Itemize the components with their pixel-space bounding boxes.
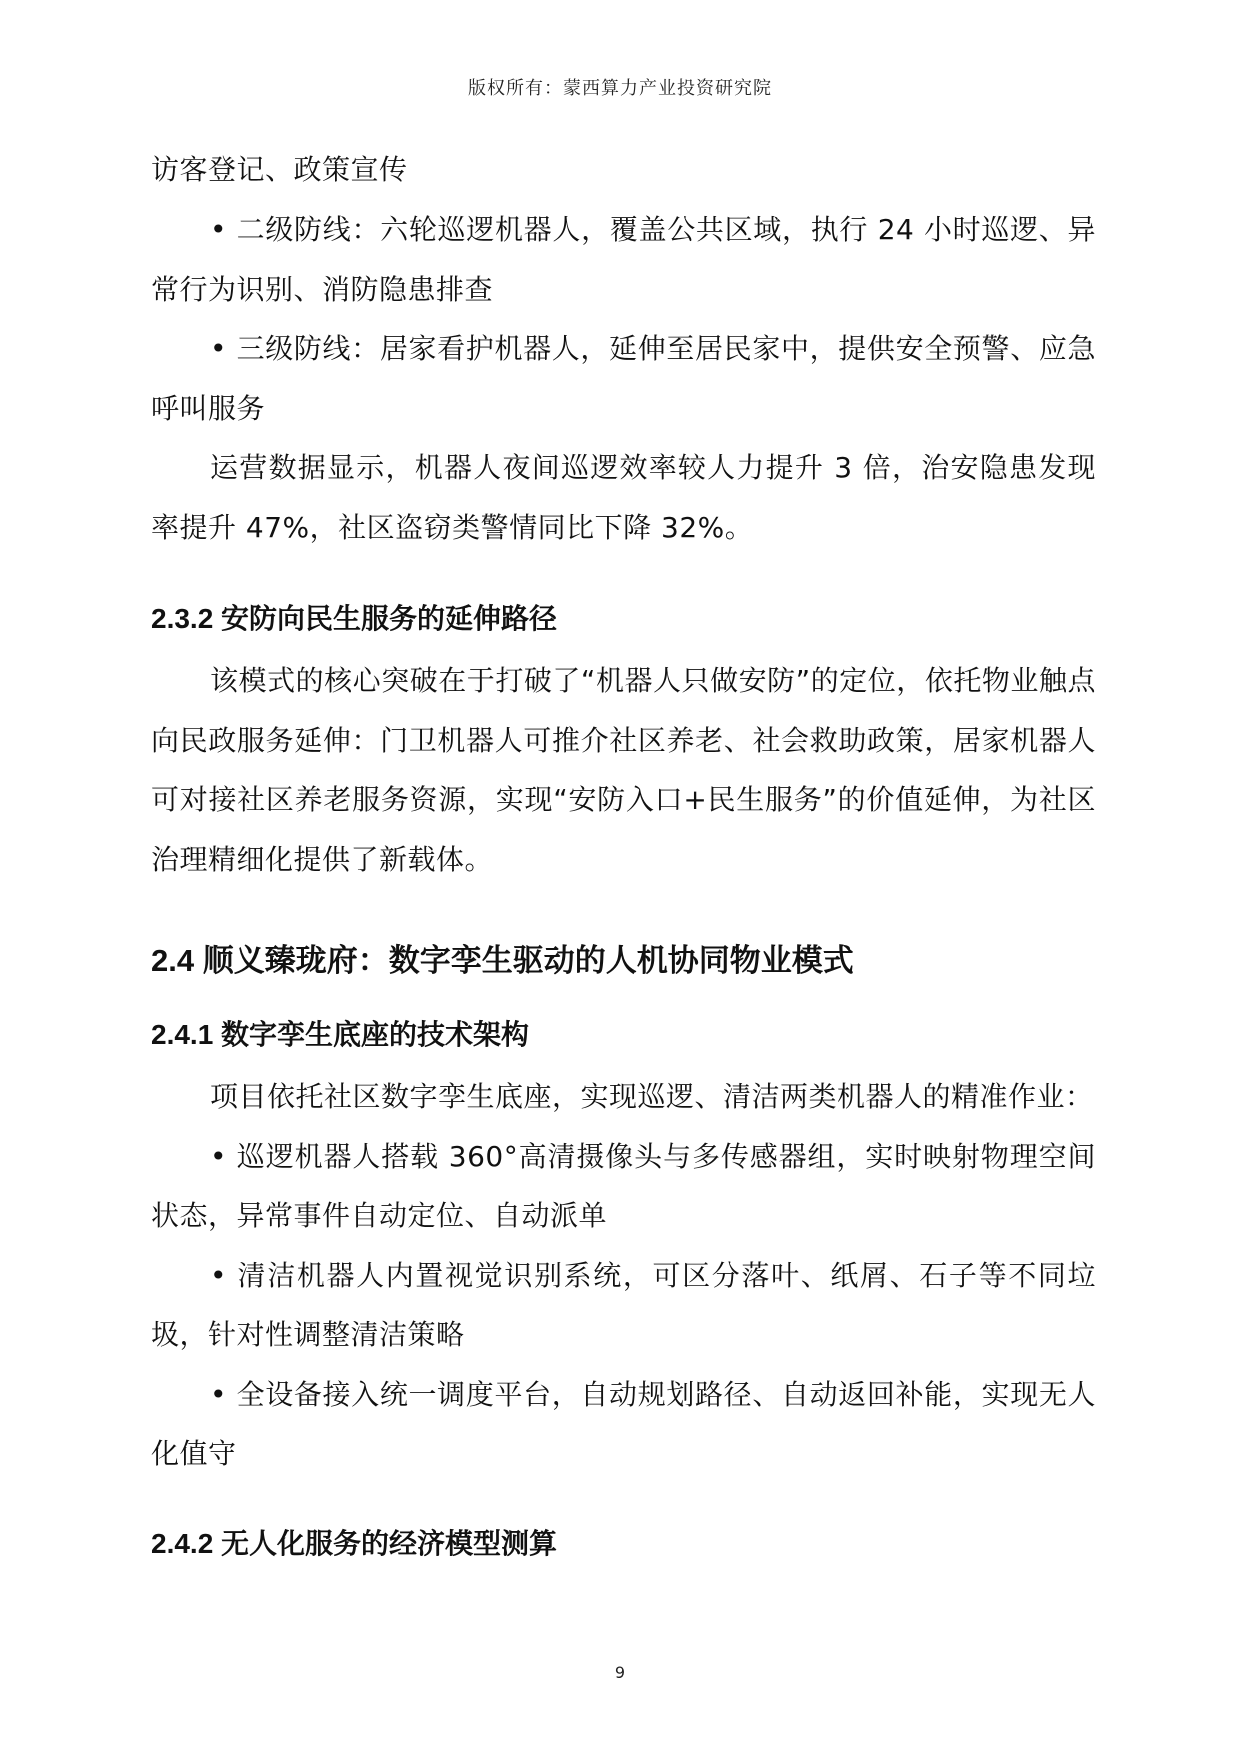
heading-2-4: 2.4 顺义臻珑府：数字孪生驱动的人机协同物业模式 bbox=[151, 943, 854, 978]
paragraph-digital-twin: 项目依托社区数字孪生底座，实现巡逻、清洁两类机器人的精准作业： bbox=[210, 1080, 1094, 1113]
paragraph-visitor-registration: 访客登记、政策宣传 bbox=[151, 153, 408, 186]
bullet-unified-dispatch: • 全设备接入统一调度平台，自动规划路径、自动返回补能，实现无人化值守 bbox=[151, 1377, 1096, 1470]
bullet-patrol-robot: • 巡逻机器人搭载 360°高清摄像头与多传感器组，实时映射物理空间状态，异常事件自动定位、自动派单 bbox=[151, 1139, 1096, 1232]
page-header: 版权所有：蒙西算力产业投资研究院 bbox=[468, 78, 772, 99]
heading-2-4-1: 2.4.1 数字孪生底座的技术架构 bbox=[151, 1019, 530, 1050]
page-content bbox=[151, 140, 1096, 1564]
heading-2-4-2: 2.4.2 无人化服务的经济模型测算 bbox=[151, 1527, 558, 1559]
paragraph-operation-data: 运营数据显示，机器人夜间巡逻效率较人力提升 3 倍，治安隐患发现率提升 47%，社区盗窃类警情同比下降 32%。 bbox=[151, 451, 1096, 544]
bullet-second-defense: • 二级防线：六轮巡逻机器人，覆盖公共区域，执行 24 小时巡逻、异常行为识别、消防隐患排查 bbox=[151, 213, 1096, 306]
bullet-third-defense: • 三级防线：居家看护机器人，延伸至居民家中，提供安全预警、应急呼叫服务 bbox=[151, 332, 1096, 425]
page-number: 9 bbox=[614, 1663, 626, 1682]
bullet-cleaning-robot: • 清洁机器人内置视觉识别系统，可区分落叶、纸屑、石子等不同垃圾，针对性调整清洁策略 bbox=[151, 1258, 1096, 1351]
paragraph-service-extension: 该模式的核心突破在于打破了“机器人只做安防”的定位，依托物业触点向民政服务延伸：门卫机器人可推介社区养老、社会救助政策，居家机器人可对接社区养老服务资源，实现“安防入口+民生服务”的价值延伸，为社区治理精细化提供了新载体。 bbox=[151, 664, 1096, 876]
heading-2-3-2: 2.3.2 安防向民生服务的延伸路径 bbox=[151, 603, 558, 634]
